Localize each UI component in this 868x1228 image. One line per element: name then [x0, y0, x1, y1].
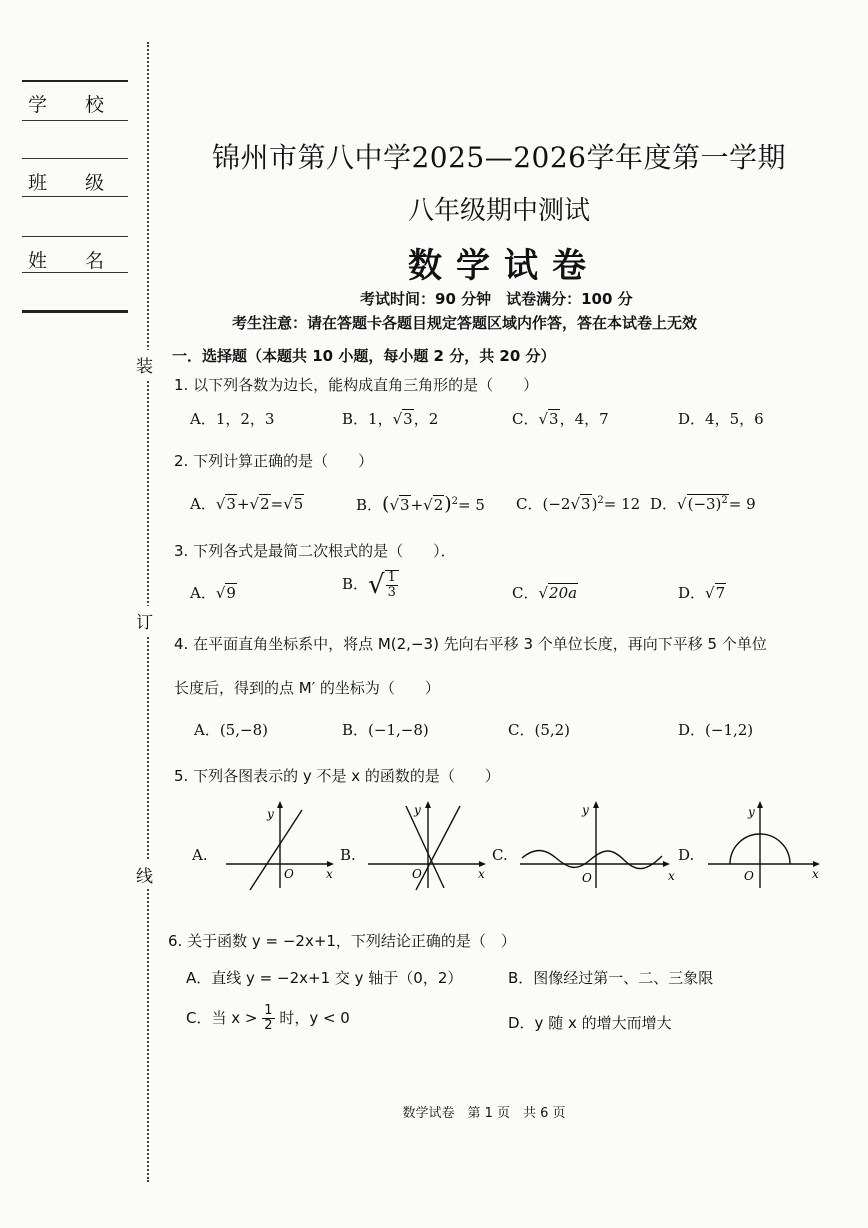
q3-b-label: B．	[342, 575, 369, 593]
q2-option-d[interactable]	[650, 493, 756, 514]
q6-c-num: 1	[264, 1003, 273, 1018]
q2-b-sup: 2	[451, 496, 459, 507]
q1-b-prefix: B．1，	[342, 410, 393, 428]
q5-graph-d[interactable]	[704, 798, 828, 892]
sqrt-icon: √	[249, 495, 260, 513]
q2-d-eq: = 9	[728, 495, 756, 513]
q3-option-b[interactable]	[342, 570, 399, 600]
q2-a-r2: 2	[260, 495, 270, 513]
q5-option-b-label[interactable]: B.	[340, 846, 356, 864]
x-axis-label: x	[478, 867, 485, 881]
q2-a-eq: =	[270, 495, 284, 513]
y-axis-label: y	[582, 803, 589, 817]
q6-option-b[interactable]: B．图像经过第一、二、三象限	[508, 969, 714, 987]
sqrt-icon: √	[389, 496, 400, 514]
q2-c-open: (−2	[542, 495, 571, 513]
sqrt-icon: √	[677, 495, 687, 513]
q3-a-radicand: 9	[226, 584, 236, 602]
q2-b-open: (	[382, 493, 390, 515]
q2-b-eq: = 5	[458, 496, 485, 514]
q5-option-c-label[interactable]: C.	[492, 846, 508, 864]
y-axis-label: y	[267, 807, 274, 821]
exam-title-subject: 数学试卷	[408, 246, 600, 286]
q2-b-plus: +	[410, 496, 424, 514]
binding-char-ding: 订	[136, 606, 153, 635]
q2-stem: 2. 下列计算正确的是（ ）	[174, 452, 374, 470]
x-axis-label: x	[668, 869, 675, 883]
q6-option-d[interactable]: D．y 随 x 的增大而增大	[508, 1014, 672, 1032]
q5-option-a-label[interactable]: A.	[192, 846, 208, 864]
q4-stem-line1: 4. 在平面直角坐标系中，将点 M(2,−3) 先向右平移 3 个单位长度，再向下平移 5 个单位	[174, 635, 767, 653]
q2-c-close: )	[591, 495, 598, 513]
origin-label: O	[412, 867, 422, 881]
q2-d-sup: 2	[721, 495, 728, 506]
graph-line-2	[416, 806, 460, 890]
q4-stem-line2: 长度后，得到的点 M′ 的坐标为（ ）	[174, 679, 440, 697]
q3-b-num: 1	[387, 570, 396, 585]
exam-time-score: 考试时间：90 分钟 试卷满分：100 分	[360, 290, 633, 308]
q6-option-a[interactable]: A．直线 y = −2x+1 交 y 轴于（0，2）	[186, 969, 463, 987]
q4-option-b[interactable]: B．(−1,−8)	[342, 721, 429, 739]
q2-a-plus: +	[236, 495, 250, 513]
q4-option-c[interactable]: C．(5,2)	[508, 721, 571, 739]
sqrt-icon: √	[368, 570, 385, 600]
q3-c-radicand: 20a	[549, 584, 578, 602]
q2-d-inner: (−3)	[687, 495, 722, 513]
q2-a-r1: 3	[226, 495, 236, 513]
exam-notice: 考生注意：请在答题卡各题目规定答题区域内作答，答在本试卷上无效	[232, 314, 698, 332]
sqrt-icon: √	[283, 495, 293, 513]
sine-curve	[522, 851, 662, 869]
binding-char-xian: 线	[136, 860, 153, 889]
y-axis-arrow-icon	[425, 801, 431, 808]
y-axis-label: y	[748, 805, 755, 819]
sqrt-icon: √	[392, 410, 403, 428]
q3-d-label: D．	[678, 584, 706, 602]
q2-b-close: )	[444, 493, 452, 515]
q2-c-eq: = 12	[603, 495, 641, 513]
q3-a-label: A．	[190, 584, 216, 602]
sqrt-icon: √	[215, 495, 226, 513]
graph-line	[250, 810, 302, 890]
sqrt-icon: √	[538, 410, 549, 428]
q1-c-radicand: 3	[549, 410, 559, 428]
q2-c-label: C．	[516, 495, 543, 513]
sqrt-icon: √	[705, 584, 715, 602]
q6-option-c[interactable]	[186, 1004, 350, 1033]
y-axis-arrow-icon	[277, 801, 283, 808]
q1-b-suffix: ，2	[413, 410, 439, 428]
q3-option-d[interactable]	[678, 582, 726, 603]
q2-a-label: A．	[190, 495, 216, 513]
name-label: 姓 名	[28, 250, 105, 272]
exam-title-school: 锦州市第八中学2025—2026学年度第一学期	[211, 141, 787, 174]
q2-option-b[interactable]	[356, 493, 485, 515]
q2-d-label: D．	[650, 495, 678, 513]
q1-option-c[interactable]	[512, 408, 609, 429]
q1-c-suffix: ，4，7	[559, 410, 609, 428]
q2-a-r3: 5	[293, 495, 304, 513]
origin-label: O	[284, 867, 294, 881]
sqrt-icon: √	[215, 584, 226, 602]
q1-c-prefix: C．	[512, 410, 539, 428]
q2-b-r2: 2	[433, 496, 444, 514]
q2-b-r1: 3	[400, 496, 410, 514]
sqrt-icon: √	[570, 495, 581, 513]
q5-stem: 5. 下列各图表示的 y 不是 x 的函数的是（ ）	[174, 767, 500, 785]
q3-stem: 3. 下列各式是最简二次根式的是（ ）．	[174, 542, 456, 560]
x-axis-label: x	[812, 867, 819, 881]
exam-title-grade: 八年级期中测试	[407, 196, 590, 226]
page-footer: 数学试卷 第 1 页 共 6 页	[402, 1106, 566, 1121]
q3-option-a[interactable]	[190, 582, 237, 603]
sqrt-icon: √	[423, 496, 433, 514]
q1-option-a[interactable]: A．1，2，3	[190, 410, 275, 428]
y-axis-label: y	[414, 803, 421, 817]
info-row-school	[22, 82, 128, 121]
q6-c-suffix: 时，y < 0	[279, 1009, 350, 1027]
x-axis-label: x	[326, 867, 333, 881]
binding-char-zhuang: 装	[136, 350, 153, 379]
q5-option-d-label[interactable]: D.	[678, 846, 695, 864]
origin-label: O	[744, 869, 754, 883]
q6-stem: 6. 关于函数 y = −2x+1，下列结论正确的是（ ）	[168, 932, 516, 950]
q3-d-radicand: 7	[715, 584, 726, 602]
origin-label: O	[582, 871, 592, 885]
q6-c-den: 2	[264, 1018, 273, 1033]
y-axis-arrow-icon	[757, 801, 763, 808]
q2-c-r1: 3	[581, 495, 591, 513]
q5-graph-b[interactable]	[366, 798, 490, 892]
q1-option-d[interactable]: D．4，5，6	[678, 410, 764, 428]
q1-b-radicand: 3	[403, 410, 413, 428]
q2-option-a[interactable]	[190, 493, 304, 514]
q1-option-b[interactable]	[342, 408, 438, 429]
q5-graph-a[interactable]	[222, 798, 338, 892]
q3-option-c[interactable]	[512, 582, 578, 603]
q2-option-c[interactable]	[516, 493, 640, 514]
y-axis-arrow-icon	[593, 801, 599, 808]
q2-c-sup: 2	[597, 495, 604, 506]
q4-option-a[interactable]: A．(5,−8)	[194, 721, 268, 739]
q3-b-den: 3	[387, 585, 396, 600]
section-heading-choice: 一．选择题（本题共 10 小题，每小题 2 分，共 20 分）	[172, 347, 556, 365]
q6-c-prefix: C．当 x >	[186, 1009, 258, 1027]
x-axis-arrow-icon	[663, 861, 670, 867]
class-label: 班 级	[28, 172, 105, 194]
sqrt-icon: √	[538, 584, 549, 602]
q5-graph-c[interactable]	[518, 798, 678, 892]
school-label: 学 校	[28, 94, 105, 116]
q3-c-label: C．	[512, 584, 539, 602]
q4-option-d[interactable]: D．(−1,2)	[678, 721, 754, 739]
q2-b-label: B．	[356, 496, 383, 514]
q1-stem: 1. 以下列各数为边长，能构成直角三角形的是（ ）	[174, 376, 539, 394]
